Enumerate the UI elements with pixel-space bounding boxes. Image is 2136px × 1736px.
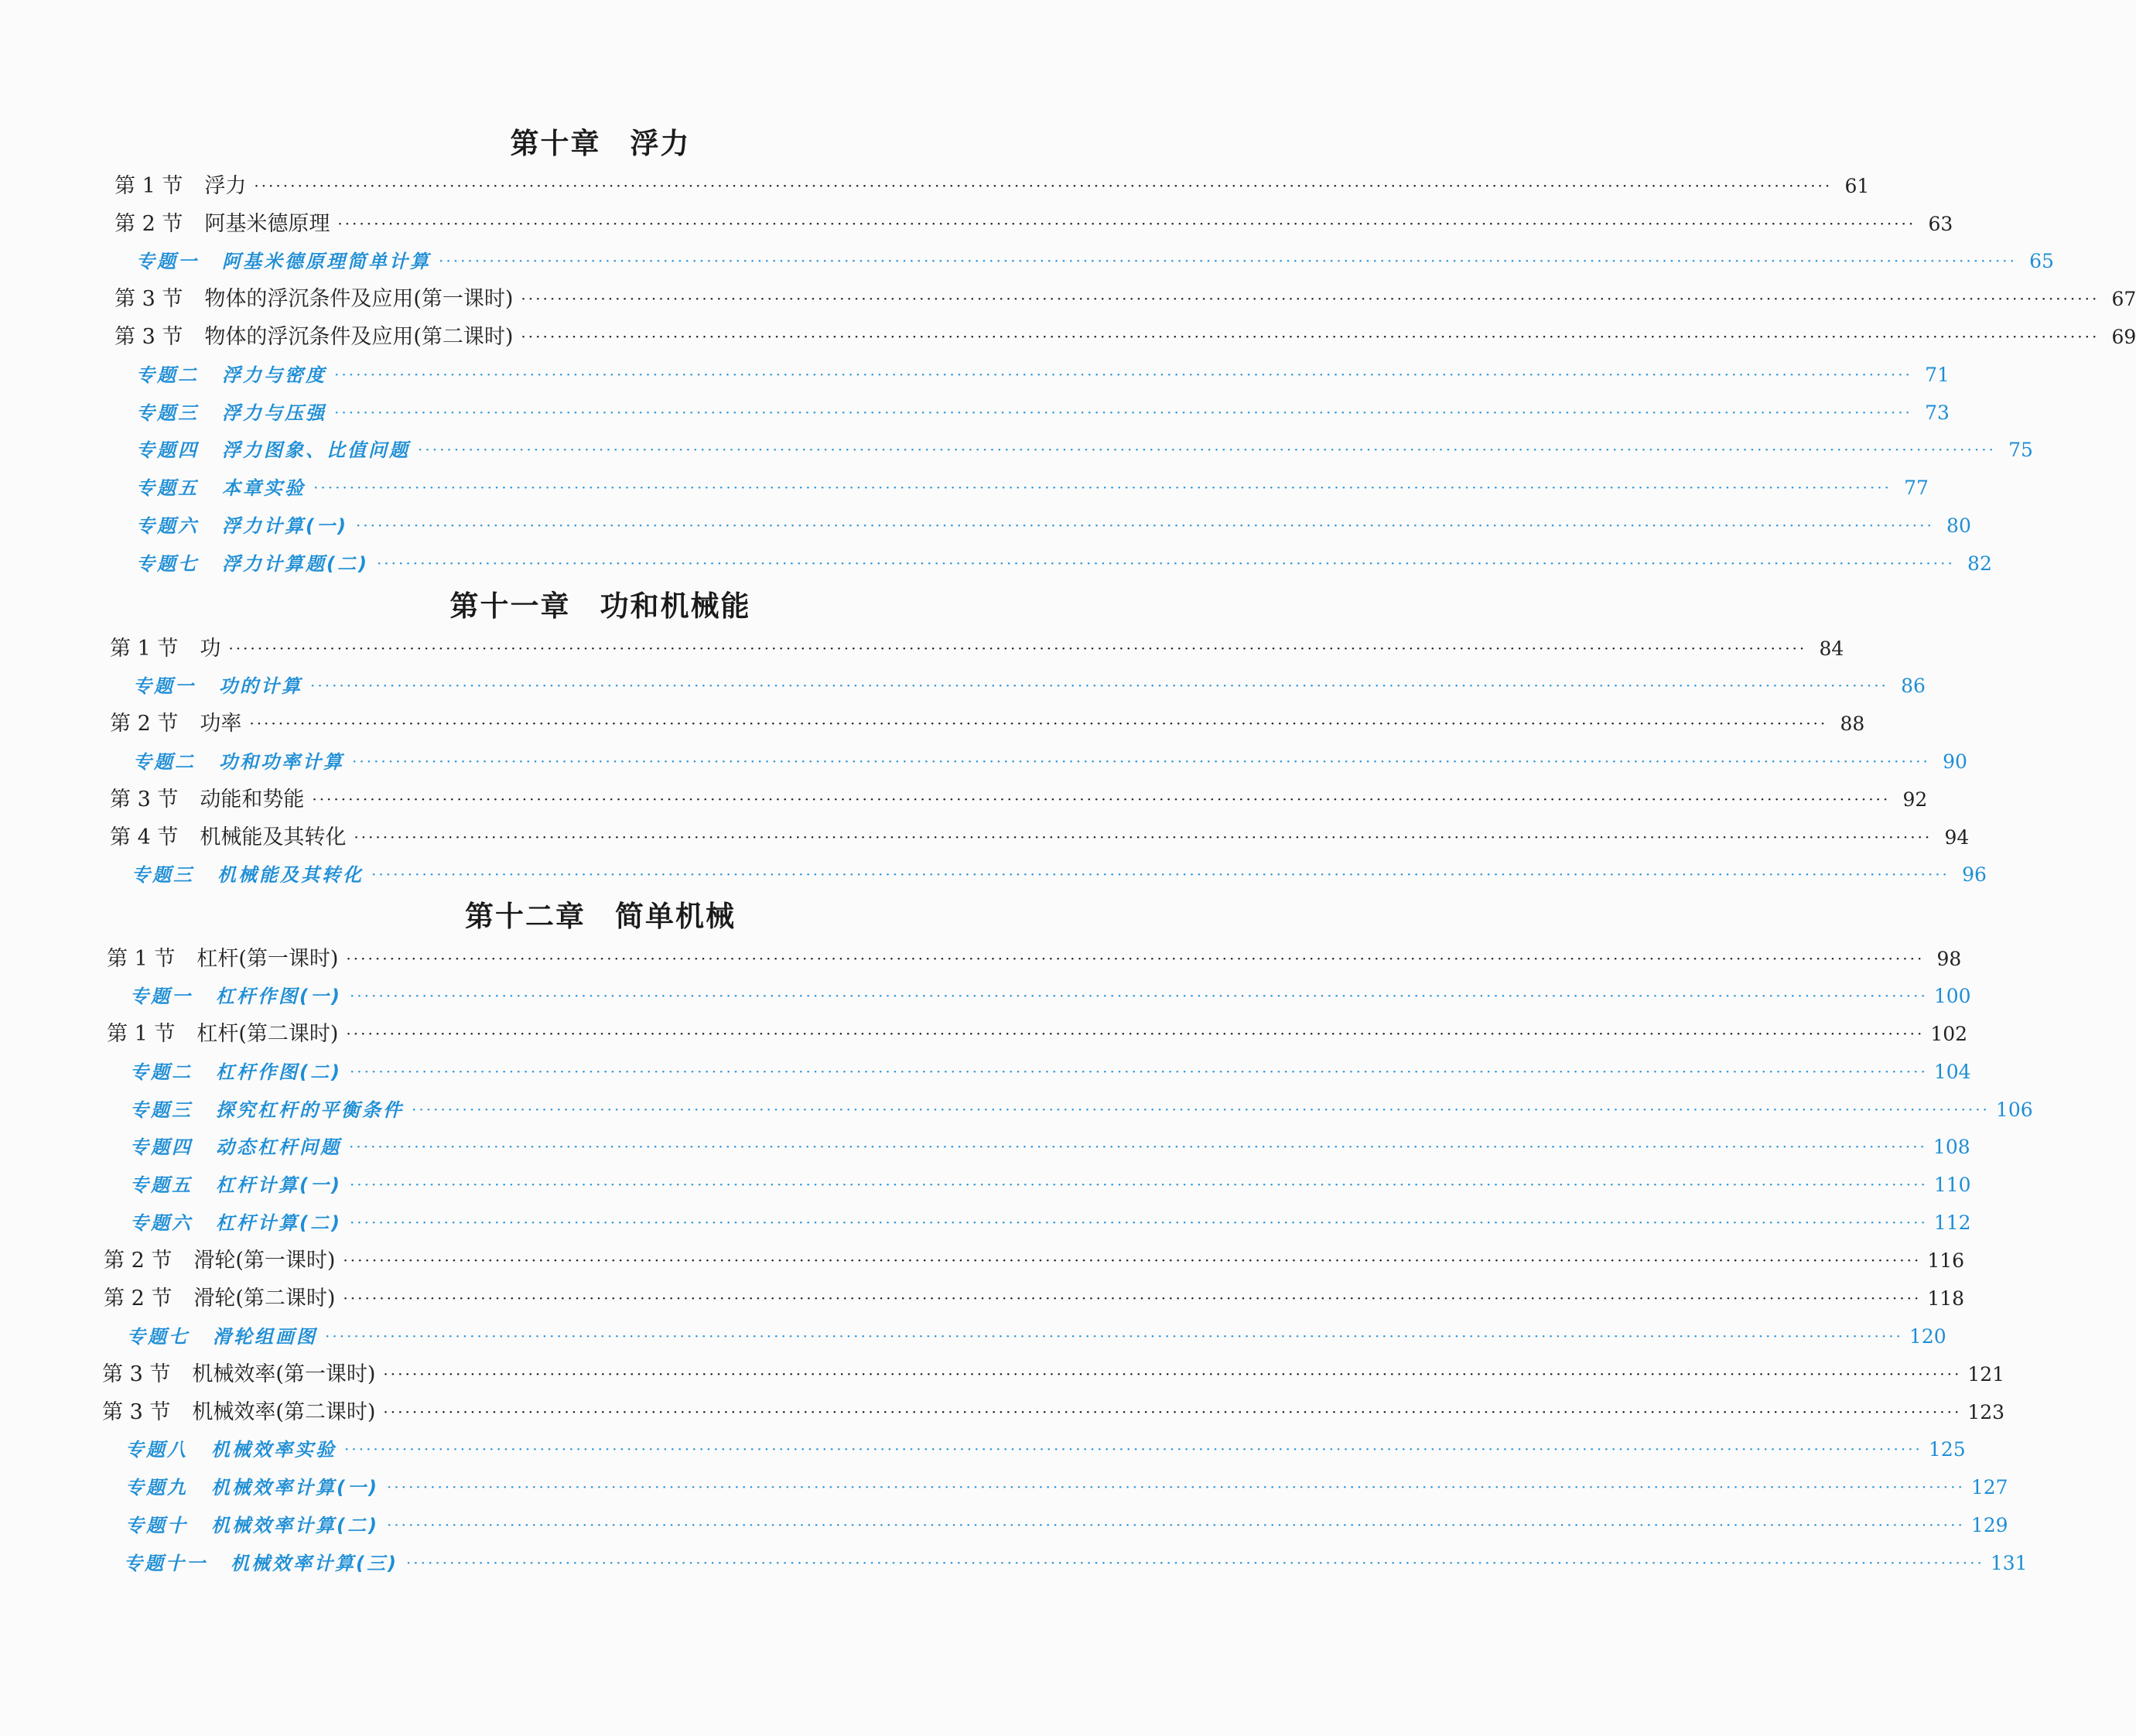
dot-leader: ·························································································································································································································· <box>249 714 1828 733</box>
entry-page: 69 <box>2111 326 2136 348</box>
dot-leader: ·························································································································································································································· <box>405 1553 1984 1572</box>
entry-number: 专题九 <box>125 1477 188 1498</box>
dot-leader: ·························································································································································································································· <box>334 403 1912 422</box>
entry-number: 专题六 <box>136 515 199 537</box>
entry-page: 71 <box>1925 364 1950 386</box>
entry-number: 专题二 <box>130 1061 193 1083</box>
entry-title: 阿基米德原理 <box>204 212 330 236</box>
toc-entry[interactable] <box>130 982 1971 1011</box>
entry-page: 108 <box>1933 1136 1970 1158</box>
entry-number: 专题一 <box>130 986 193 1007</box>
toc-entry[interactable] <box>124 1549 2028 1578</box>
dot-leader: ·························································································································································································································· <box>349 986 1928 1005</box>
entry-number: 专题三 <box>132 864 194 886</box>
dot-leader: ·························································································································································································································· <box>313 478 1892 497</box>
entry-title: 杠杆(第一课时) <box>197 947 339 971</box>
entry-number: 专题一 <box>136 251 199 272</box>
entry-page: 90 <box>1943 750 1967 773</box>
entry-number: 第 3 节 <box>114 325 183 349</box>
dot-leader: ·························································································································································································································· <box>352 752 1930 771</box>
entry-number: 第 2 节 <box>104 1287 173 1311</box>
entry-title: 机械效率(第一课时) <box>192 1362 376 1386</box>
entry-title: 功率 <box>200 712 242 736</box>
entry-title: 浮力与压强 <box>222 402 326 424</box>
dot-leader: ·························································································································································································································· <box>355 516 1934 535</box>
dot-leader: ·························································································································································································································· <box>521 327 2100 346</box>
chapter-name: 浮力 <box>630 127 691 160</box>
dot-leader: ·························································································································································································································· <box>346 949 1925 968</box>
entry-title: 滑轮组画图 <box>213 1326 317 1348</box>
entry-page: 106 <box>1995 1099 2033 1121</box>
entry-title: 杠杆计算(二) <box>216 1212 342 1234</box>
entry-page: 96 <box>1962 863 1987 886</box>
dot-leader: ·························································································································································································································· <box>310 676 1888 695</box>
entry-page: 98 <box>1936 948 1962 970</box>
entry-title: 滑轮(第二课时) <box>193 1287 336 1311</box>
entry-number: 专题六 <box>130 1212 193 1234</box>
dot-leader: ·························································································································································································································· <box>439 251 2017 270</box>
entry-number: 专题七 <box>136 553 199 575</box>
entry-title: 机械能及其转化 <box>217 864 364 886</box>
dot-leader: ·························································································································································································································· <box>376 554 1955 572</box>
toc-entry[interactable] <box>133 747 1967 777</box>
toc-entry[interactable] <box>136 247 2054 276</box>
dot-leader: ·························································································································································································································· <box>418 440 1996 459</box>
entry-page: 118 <box>1927 1287 1965 1310</box>
entry-number: 第 3 节 <box>114 287 183 311</box>
entry-page: 120 <box>1909 1325 1946 1348</box>
dot-leader: ·························································································································································································································· <box>349 1213 1928 1232</box>
toc-entry[interactable] <box>110 785 1928 815</box>
dot-leader: ·························································································································································································································· <box>371 865 1950 883</box>
entry-title: 功 <box>200 637 221 661</box>
entry-title: 浮力与密度 <box>222 364 326 386</box>
entry-page: 94 <box>1944 826 1970 849</box>
dot-leader: ·························································································································································································································· <box>343 1251 1922 1270</box>
toc-entry[interactable] <box>132 860 1987 890</box>
dot-leader: ·························································································································································································································· <box>325 1327 1903 1345</box>
entry-page: 129 <box>1970 1514 2008 1536</box>
entry-number: 专题四 <box>136 439 199 461</box>
toc-entry[interactable] <box>130 1095 2033 1125</box>
entry-number: 第 2 节 <box>114 212 183 236</box>
chapter-number: 第十一章 <box>449 589 571 623</box>
toc-entry[interactable] <box>130 1208 1971 1238</box>
entry-page: 84 <box>1819 637 1844 660</box>
entry-number: 第 3 节 <box>102 1362 171 1386</box>
toc-entry[interactable] <box>104 1246 1965 1276</box>
entry-title: 杠杆(第二课时) <box>197 1022 339 1046</box>
entry-title: 阿基米德原理简单计算 <box>222 251 431 272</box>
entry-number: 专题七 <box>127 1326 190 1348</box>
entry-number: 第 3 节 <box>110 788 179 812</box>
toc-entry[interactable] <box>136 361 1950 390</box>
dot-leader: ·························································································································································································································· <box>386 1516 1965 1534</box>
entry-title: 浮力计算题(二) <box>222 553 369 575</box>
toc-entry[interactable] <box>125 1511 2008 1540</box>
entry-page: 88 <box>1840 713 1865 735</box>
toc-entry[interactable] <box>136 473 1929 503</box>
dot-leader: ·························································································································································································································· <box>254 176 1833 195</box>
chapter-name: 简单机械 <box>615 900 736 933</box>
entry-page: 125 <box>1928 1438 1966 1461</box>
dot-leader: ·························································································································································································································· <box>344 1440 1922 1458</box>
toc-entry[interactable] <box>104 1284 1965 1314</box>
entry-number: 第 1 节 <box>114 174 183 198</box>
entry-number: 第 2 节 <box>104 1249 173 1273</box>
entry-page: 100 <box>1933 985 1971 1007</box>
entry-page: 77 <box>1904 477 1929 499</box>
entry-page: 65 <box>2029 250 2054 272</box>
dot-leader: ·························································································································································································································· <box>412 1100 1990 1119</box>
chapter-title <box>0 898 1201 935</box>
entry-number: 专题三 <box>130 1099 193 1121</box>
toc-entry[interactable] <box>114 323 2136 352</box>
entry-page: 63 <box>1928 213 1953 235</box>
entry-page: 110 <box>1933 1174 1971 1196</box>
entry-number: 专题八 <box>125 1439 188 1461</box>
chapter-title <box>0 125 1201 162</box>
entry-title: 功的计算 <box>219 675 302 697</box>
dot-leader: ·························································································································································································································· <box>349 1175 1928 1194</box>
entry-title: 杠杆作图(二) <box>216 1061 342 1083</box>
entry-title: 杠杆计算(一) <box>216 1174 342 1196</box>
entry-number: 专题十 <box>125 1515 188 1536</box>
toc-entry[interactable] <box>136 436 2033 465</box>
toc-entry[interactable] <box>102 1360 2005 1389</box>
entry-page: 73 <box>1925 402 1950 424</box>
dot-leader: ·························································································································································································································· <box>334 365 1912 384</box>
dot-leader: ·························································································································································································································· <box>337 214 1916 233</box>
entry-title: 滑轮(第一课时) <box>193 1249 336 1273</box>
dot-leader: ·························································································································································································································· <box>228 639 1807 658</box>
dot-leader: ·························································································································································································································· <box>346 1024 1925 1043</box>
entry-number: 第 1 节 <box>110 637 179 661</box>
entry-page: 75 <box>2008 439 2033 461</box>
entry-number: 专题三 <box>136 402 199 424</box>
entry-title: 浮力计算(一) <box>222 515 348 537</box>
toc-entry[interactable] <box>130 1058 1971 1087</box>
toc-entry[interactable] <box>110 823 1970 853</box>
toc-entry[interactable] <box>107 1020 1968 1049</box>
toc-entry[interactable] <box>107 945 1962 974</box>
dot-leader: ·························································································································································································································· <box>521 289 2100 308</box>
entry-number: 专题十一 <box>124 1553 207 1574</box>
entry-number: 第 1 节 <box>107 1022 176 1046</box>
entry-title: 机械效率计算(三) <box>231 1553 398 1574</box>
entry-title: 机械效率(第二课时) <box>192 1400 376 1424</box>
entry-title: 动态杠杆问题 <box>216 1136 341 1158</box>
entry-number: 专题五 <box>130 1174 193 1196</box>
entry-title: 本章实验 <box>222 477 306 499</box>
entry-page: 121 <box>1967 1363 2005 1386</box>
toc-entry[interactable] <box>136 511 1971 541</box>
toc-entry[interactable] <box>114 210 1953 239</box>
entry-page: 131 <box>1990 1552 2028 1574</box>
dot-leader: ·························································································································································································································· <box>354 828 1933 846</box>
entry-page: 104 <box>1933 1061 1971 1083</box>
entry-number: 第 3 节 <box>102 1400 171 1424</box>
entry-page: 92 <box>1902 788 1928 811</box>
entry-number: 专题二 <box>133 751 196 773</box>
dot-leader: ·························································································································································································································· <box>349 1137 1927 1156</box>
entry-title: 机械效率实验 <box>211 1439 337 1461</box>
toc-entry[interactable] <box>110 709 1865 739</box>
entry-page: 67 <box>2111 288 2136 310</box>
toc-entry[interactable] <box>125 1435 1966 1464</box>
entry-page: 80 <box>1946 514 1971 537</box>
entry-title: 动能和势能 <box>200 788 305 812</box>
entry-title: 物体的浮沉条件及应用(第二课时) <box>204 325 514 349</box>
toc-entry[interactable] <box>114 285 2136 314</box>
toc-entry[interactable] <box>130 1170 1971 1200</box>
toc-entry[interactable] <box>125 1473 2008 1502</box>
chapter-name: 功和机械能 <box>600 589 751 623</box>
toc-entry[interactable] <box>133 672 1926 701</box>
chapter-number: 第十二章 <box>465 900 586 933</box>
toc-entry[interactable] <box>127 1322 1946 1352</box>
entry-number: 第 1 节 <box>107 947 176 971</box>
dot-leader: ·························································································································································································································· <box>383 1403 1962 1421</box>
entry-title: 探究杠杆的平衡条件 <box>216 1099 404 1121</box>
entry-title: 杠杆作图(一) <box>216 986 342 1007</box>
entry-title: 物体的浮沉条件及应用(第一课时) <box>204 287 514 311</box>
entry-title: 机械效率计算(一) <box>211 1477 379 1498</box>
entry-page: 127 <box>1970 1476 2008 1498</box>
dot-leader: ·························································································································································································································· <box>312 790 1891 808</box>
entry-title: 机械效率计算(二) <box>211 1515 379 1536</box>
entry-title: 功和功率计算 <box>219 751 344 773</box>
dot-leader: ·························································································································································································································· <box>349 1062 1928 1081</box>
dot-leader: ·························································································································································································································· <box>386 1478 1965 1496</box>
toc-entry[interactable] <box>102 1398 2005 1427</box>
entry-title: 机械能及其转化 <box>200 825 347 849</box>
entry-page: 82 <box>1967 552 1992 575</box>
toc-entry[interactable] <box>110 634 1844 664</box>
entry-page: 86 <box>1901 675 1926 697</box>
entry-title: 浮力 <box>204 174 247 198</box>
entry-number: 专题四 <box>130 1136 193 1158</box>
entry-number: 专题二 <box>136 364 199 386</box>
chapter-number: 第十章 <box>510 127 601 160</box>
toc-entry[interactable] <box>130 1133 1970 1162</box>
dot-leader: ·························································································································································································································· <box>383 1365 1962 1383</box>
entry-page: 61 <box>1844 175 1870 197</box>
entry-number: 第 2 节 <box>110 712 179 736</box>
dot-leader: ·························································································································································································································· <box>343 1289 1922 1307</box>
entry-page: 112 <box>1933 1211 1971 1234</box>
entry-number: 专题五 <box>136 477 199 499</box>
entry-number: 第 4 节 <box>110 825 179 849</box>
chapter-title <box>0 588 1201 625</box>
entry-page: 116 <box>1927 1249 1965 1272</box>
entry-title: 浮力图象、比值问题 <box>222 439 410 461</box>
toc-entry[interactable] <box>136 549 1992 579</box>
entry-page: 123 <box>1967 1401 2005 1423</box>
entry-page: 102 <box>1930 1023 1968 1045</box>
toc-entry[interactable] <box>114 172 1870 201</box>
entry-number: 专题一 <box>133 675 196 697</box>
toc-entry[interactable] <box>136 398 1950 428</box>
